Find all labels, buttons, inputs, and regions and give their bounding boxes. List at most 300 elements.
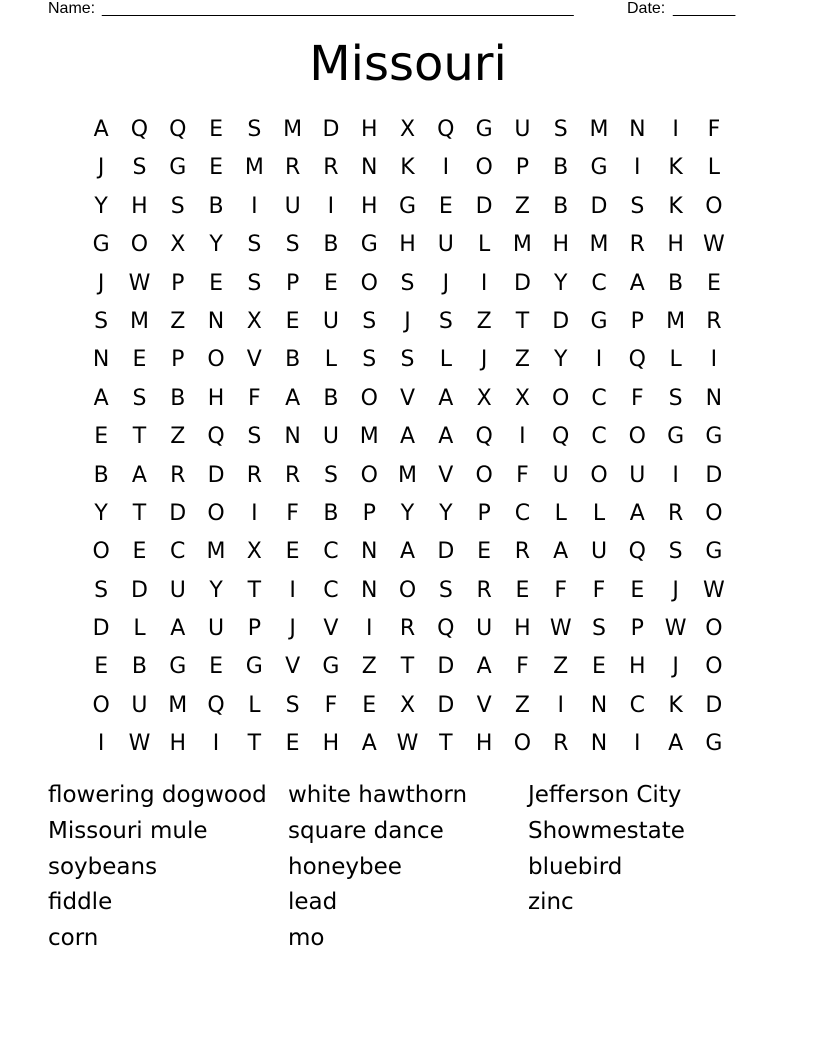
grid-letter: W xyxy=(703,577,725,603)
grid-letter: I xyxy=(634,155,641,181)
grid-letter: G xyxy=(475,117,493,142)
grid-letter: I xyxy=(251,500,258,526)
grid-letter: F xyxy=(707,117,721,142)
grid-letter: O xyxy=(705,616,723,642)
grid-letter: X xyxy=(246,539,262,565)
word-list-item: Missouri mule xyxy=(48,817,208,844)
grid-letter: D xyxy=(705,692,723,718)
grid-letter: Y xyxy=(209,577,223,603)
grid-letter: L xyxy=(133,616,146,642)
grid-letter: D xyxy=(437,654,455,680)
grid-letter: G xyxy=(360,232,378,258)
grid-letter: E xyxy=(323,270,338,296)
grid-letter: U xyxy=(552,462,569,488)
grid-letter: V xyxy=(246,347,262,373)
grid-letter: U xyxy=(207,616,225,642)
grid-letter: I xyxy=(289,577,296,603)
grid-letter: D xyxy=(513,270,531,296)
grid-letter: S xyxy=(94,577,109,603)
grid-letter: C xyxy=(591,270,607,296)
grid-letter: C xyxy=(514,500,531,526)
grid-letter: H xyxy=(322,731,340,757)
grid-letter: T xyxy=(439,731,453,757)
grid-letter: Z xyxy=(361,654,377,680)
grid-letter: S xyxy=(132,155,147,181)
grid-letter: H xyxy=(131,193,148,219)
grid-letter: S xyxy=(247,232,262,258)
grid-letter: S xyxy=(285,232,300,258)
grid-letter: R xyxy=(170,462,186,488)
grid-letter: V xyxy=(438,462,454,488)
grid-letter: H xyxy=(207,385,225,411)
grid-letter: F xyxy=(630,385,644,411)
grid-letter: C xyxy=(629,692,645,718)
grid-letter: V xyxy=(285,654,301,680)
grid-letter: W xyxy=(396,731,419,757)
grid-letter: H xyxy=(169,731,187,757)
grid-letter: R xyxy=(284,155,301,181)
grid-letter: Y xyxy=(94,500,108,526)
grid-letter: I xyxy=(212,731,220,757)
grid-letter: I xyxy=(557,692,564,718)
grid-letter: L xyxy=(324,347,338,373)
word-list-item: flowering dogwood xyxy=(48,782,267,808)
grid-letter: S xyxy=(362,347,377,373)
grid-letter: N xyxy=(360,155,378,181)
grid-letter: B xyxy=(323,385,339,411)
grid-letter: F xyxy=(554,577,568,603)
word-list-item: white hawthorn xyxy=(288,782,468,808)
grid-letter: V xyxy=(399,385,416,411)
grid-letter: P xyxy=(247,616,261,642)
grid-letter: M xyxy=(666,308,686,334)
word-list-item: Showmestate xyxy=(528,817,685,844)
grid-letter: O xyxy=(92,539,110,565)
grid-letter: D xyxy=(169,500,187,526)
word-list-item: bluebird xyxy=(528,853,623,880)
grid-letter: R xyxy=(323,155,339,181)
grid-letter: O xyxy=(207,347,225,373)
grid-letter: D xyxy=(705,462,723,488)
grid-letter: H xyxy=(514,616,531,642)
grid-letter: R xyxy=(399,616,416,642)
grid-letter: F xyxy=(516,462,529,488)
grid-letter: H xyxy=(360,117,378,142)
grid-letter: E xyxy=(592,654,606,680)
grid-letter: Z xyxy=(514,692,530,718)
grid-letter: Q xyxy=(552,424,570,450)
grid-letter: T xyxy=(132,424,147,450)
grid-letter: S xyxy=(630,193,645,219)
grid-letter: F xyxy=(324,692,338,718)
grid-letter: B xyxy=(668,270,684,296)
grid-letter: M xyxy=(589,232,609,258)
grid-letter: A xyxy=(476,654,492,680)
grid-letter: K xyxy=(400,155,415,181)
page-title: Missouri xyxy=(309,36,507,92)
name-label: Name: xyxy=(48,0,96,17)
grid-letter: Z xyxy=(514,347,530,373)
grid-letter: B xyxy=(323,500,339,526)
grid-letter: B xyxy=(93,462,109,488)
grid-letter: A xyxy=(629,500,645,526)
grid-letter: S xyxy=(668,385,683,411)
word-list-item: honeybee xyxy=(288,853,402,880)
grid-letter: N xyxy=(360,577,378,603)
grid-letter: V xyxy=(323,616,339,642)
grid-letter: X xyxy=(476,385,492,411)
grid-letter: E xyxy=(706,270,721,296)
grid-letter: K xyxy=(668,692,683,718)
grid-letter: C xyxy=(323,577,339,603)
grid-letter: A xyxy=(438,385,454,411)
grid-letter: L xyxy=(554,500,567,526)
grid-letter: Q xyxy=(437,616,455,642)
grid-letter: A xyxy=(629,270,645,296)
grid-letter: H xyxy=(629,654,646,680)
grid-letter: O xyxy=(398,577,417,603)
grid-letter: P xyxy=(285,270,300,296)
grid-letter: P xyxy=(477,500,491,526)
grid-letter: X xyxy=(399,117,416,142)
grid-letter: I xyxy=(710,347,718,373)
grid-letter: G xyxy=(705,731,723,757)
grid-letter: A xyxy=(553,539,569,565)
grid-letter: W xyxy=(128,731,151,757)
grid-letter: E xyxy=(132,347,147,373)
grid-letter: B xyxy=(553,155,569,181)
grid-letter: U xyxy=(169,577,186,603)
grid-letter: U xyxy=(322,424,339,450)
grid-letter: G xyxy=(169,155,187,181)
grid-letter: P xyxy=(171,347,185,373)
grid-letter: E xyxy=(285,539,300,565)
grid-letter: E xyxy=(132,539,147,565)
word-list-item: fiddle xyxy=(48,889,113,916)
grid-letter: B xyxy=(170,385,186,411)
grid-letter: I xyxy=(480,270,488,296)
grid-letter: I xyxy=(595,347,603,373)
grid-letter: Q xyxy=(628,347,646,373)
grid-letter: L xyxy=(477,232,491,258)
grid-letter: B xyxy=(323,232,339,258)
grid-letter: M xyxy=(398,462,418,488)
grid-letter: F xyxy=(248,385,261,411)
grid-letter: D xyxy=(130,577,148,603)
grid-letter: N xyxy=(360,539,378,565)
grid-letter: S xyxy=(132,385,147,411)
grid-letter: A xyxy=(399,539,416,565)
grid-letter: N xyxy=(590,731,608,757)
grid-letter: M xyxy=(206,539,226,565)
grid-letter: R xyxy=(284,462,301,488)
grid-letter: I xyxy=(672,462,679,488)
grid-letter: D xyxy=(92,616,110,642)
grid-letter: I xyxy=(365,616,373,642)
grid-letter: Q xyxy=(207,424,225,450)
grid-letter: S xyxy=(400,347,415,373)
grid-letter: S xyxy=(247,270,262,296)
grid-letter: D xyxy=(207,462,225,488)
grid-letter: R xyxy=(667,500,684,526)
grid-letter: N xyxy=(629,117,646,142)
grid-letter: M xyxy=(168,692,188,718)
grid-letter: G xyxy=(667,424,685,450)
grid-letter: E xyxy=(94,424,109,450)
grid-letter: C xyxy=(323,539,339,565)
grid-letter: O xyxy=(628,424,646,450)
grid-letter: M xyxy=(244,155,264,181)
grid-letter: C xyxy=(591,424,607,450)
grid-letter: S xyxy=(247,424,262,450)
word-list-item: soybeans xyxy=(48,853,158,880)
grid-letter: Z xyxy=(514,193,530,219)
grid-letter: Q xyxy=(169,117,187,142)
grid-letter: T xyxy=(247,577,262,603)
grid-letter: E xyxy=(285,308,300,334)
grid-letter: Q xyxy=(437,117,455,142)
grid-letter: F xyxy=(286,500,299,526)
grid-letter: A xyxy=(668,731,684,757)
grid-letter: E xyxy=(285,731,300,757)
grid-letter: H xyxy=(552,232,569,258)
grid-letter: D xyxy=(437,692,455,718)
grid-letter: Z xyxy=(170,308,186,334)
grid-letter: Y xyxy=(94,193,108,219)
grid-letter: P xyxy=(515,155,530,181)
grid-letter: A xyxy=(438,424,454,450)
grid-letter: Q xyxy=(207,692,225,718)
grid-letter: D xyxy=(590,193,608,219)
grid-letter: G xyxy=(245,654,263,680)
grid-letter: D xyxy=(437,539,455,565)
grid-letter: S xyxy=(94,308,109,334)
grid-letter: T xyxy=(247,731,262,757)
letter-grid xyxy=(82,111,733,764)
grid-letter: U xyxy=(590,539,608,565)
grid-letter: G xyxy=(705,424,723,450)
grid-letter: J xyxy=(97,155,105,181)
grid-letter: I xyxy=(327,193,335,219)
grid-letter: L xyxy=(248,692,261,718)
grid-letter: S xyxy=(438,577,453,603)
grid-letter: L xyxy=(669,347,682,373)
word-list-item: square dance xyxy=(288,817,444,844)
grid-letter: I xyxy=(97,731,105,757)
grid-letter: H xyxy=(399,232,416,258)
grid-letter: Y xyxy=(209,232,223,258)
grid-letter: M xyxy=(359,424,379,450)
grid-letter: Y xyxy=(553,347,568,373)
grid-letter: R xyxy=(476,577,492,603)
grid-letter: R xyxy=(246,462,262,488)
grid-letter: O xyxy=(475,155,493,181)
grid-letter: S xyxy=(553,117,568,142)
grid-letter: U xyxy=(629,462,646,488)
grid-letter: M xyxy=(129,308,149,334)
grid-letter: D xyxy=(322,117,340,142)
grid-letter: B xyxy=(553,193,569,219)
grid-letter: M xyxy=(589,117,609,142)
grid-letter: A xyxy=(93,117,109,142)
grid-letter: A xyxy=(93,385,109,411)
grid-letter: H xyxy=(667,232,684,258)
grid-letter: S xyxy=(362,308,377,334)
grid-letter: O xyxy=(360,462,378,488)
word-list-item: mo xyxy=(288,925,325,952)
grid-letter: I xyxy=(519,424,526,450)
grid-letter: N xyxy=(92,347,110,373)
grid-letter: O xyxy=(552,385,570,411)
grid-letter: J xyxy=(442,270,450,296)
grid-letter: S xyxy=(247,117,262,142)
grid-letter: M xyxy=(283,117,303,142)
grid-letter: R xyxy=(629,232,645,258)
grid-letter: B xyxy=(131,654,147,680)
grid-letter: W xyxy=(549,616,572,642)
grid-letter: T xyxy=(515,308,530,334)
grid-letter: X xyxy=(399,692,416,718)
grid-letter: R xyxy=(514,539,531,565)
grid-letter: K xyxy=(668,193,683,219)
date-label: Date: xyxy=(627,0,666,17)
date-blank-line: _______ xyxy=(673,0,736,17)
grid-letter: Q xyxy=(130,117,149,142)
grid-letter: E xyxy=(438,193,453,219)
grid-letter: Y xyxy=(439,500,453,526)
grid-letter: X xyxy=(246,308,262,334)
grid-letter: O xyxy=(130,232,149,258)
grid-letter: U xyxy=(476,616,493,642)
grid-letter: X xyxy=(170,232,186,258)
grid-letter: J xyxy=(404,308,411,334)
header xyxy=(48,0,748,20)
grid-letter: U xyxy=(284,193,301,219)
grid-letter: E xyxy=(209,155,223,181)
grid-letter: I xyxy=(251,193,258,219)
grid-letter: E xyxy=(630,577,645,603)
grid-letter: O xyxy=(513,731,532,757)
grid-letter: M xyxy=(512,232,532,258)
grid-letter: W xyxy=(128,270,151,296)
grid-letter: W xyxy=(664,616,687,642)
name-blank-line: _____________________________________________________ xyxy=(102,0,574,17)
grid-letter: E xyxy=(209,117,223,142)
grid-letter: O xyxy=(207,500,225,526)
grid-letter: A xyxy=(131,462,147,488)
word-list-item: lead xyxy=(288,889,338,916)
grid-letter: O xyxy=(705,500,723,526)
grid-letter: A xyxy=(361,731,377,757)
grid-letter: O xyxy=(590,462,608,488)
grid-letter: E xyxy=(209,654,223,680)
grid-letter: F xyxy=(516,654,529,680)
grid-letter: R xyxy=(553,731,569,757)
grid-letter: S xyxy=(400,270,415,296)
grid-letter: N xyxy=(284,424,301,450)
word-list-item: Jefferson City xyxy=(528,782,682,808)
grid-letter: P xyxy=(171,270,185,296)
grid-letter: E xyxy=(94,654,109,680)
grid-letter: U xyxy=(437,232,454,258)
grid-letter: P xyxy=(630,616,644,642)
grid-letter: N xyxy=(207,308,225,334)
grid-letter: E xyxy=(515,577,530,603)
grid-letter: Y xyxy=(400,500,415,526)
grid-letter: C xyxy=(591,385,607,411)
grid-letter: Z xyxy=(170,424,186,450)
grid-letter: R xyxy=(706,308,722,334)
grid-letter: T xyxy=(400,654,415,680)
word-list-item: zinc xyxy=(528,889,574,916)
grid-letter: E xyxy=(209,270,223,296)
grid-letter: N xyxy=(705,385,723,411)
grid-letter: F xyxy=(592,577,606,603)
grid-letter: O xyxy=(360,270,378,296)
grid-letter: J xyxy=(672,577,679,603)
grid-letter: D xyxy=(552,308,570,334)
grid-letter: Z xyxy=(476,308,492,334)
grid-letter: J xyxy=(97,270,105,296)
grid-letter: G xyxy=(322,654,340,680)
grid-letter: O xyxy=(92,692,110,718)
grid-letter: B xyxy=(208,193,224,219)
grid-letter: G xyxy=(398,193,417,219)
grid-letter: I xyxy=(672,117,679,142)
grid-letter: Q xyxy=(628,539,646,565)
grid-letter: V xyxy=(476,692,492,718)
grid-letter: S xyxy=(438,308,453,334)
grid-letter: G xyxy=(590,308,608,334)
grid-letter: S xyxy=(170,193,185,219)
grid-letter: W xyxy=(703,232,725,258)
grid-letter: O xyxy=(705,654,723,680)
grid-letter: D xyxy=(475,193,493,219)
grid-letter: Z xyxy=(553,654,569,680)
grid-letter: A xyxy=(170,616,186,642)
grid-letter: A xyxy=(399,424,416,450)
grid-letter: N xyxy=(590,692,608,718)
grid-letter: S xyxy=(285,692,300,718)
grid-letter: O xyxy=(705,193,723,219)
grid-letter: G xyxy=(590,155,608,181)
word-list-item: corn xyxy=(48,925,99,952)
grid-letter: S xyxy=(668,539,683,565)
grid-letter: J xyxy=(480,347,488,373)
grid-letter: P xyxy=(630,308,644,334)
grid-letter: Q xyxy=(475,424,493,450)
grid-letter: U xyxy=(514,117,531,142)
grid-letter: L xyxy=(707,155,721,181)
grid-letter: L xyxy=(439,347,452,373)
grid-letter: K xyxy=(668,155,683,181)
grid-letter: A xyxy=(285,385,301,411)
grid-letter: U xyxy=(322,308,339,334)
grid-letter: B xyxy=(285,347,301,373)
grid-letter: O xyxy=(360,385,378,411)
grid-letter: O xyxy=(475,462,493,488)
grid-letter: Y xyxy=(553,270,568,296)
grid-letter: S xyxy=(592,616,606,642)
word-list xyxy=(48,778,768,957)
grid-letter: P xyxy=(362,500,376,526)
grid-letter: T xyxy=(132,500,147,526)
grid-letter: S xyxy=(323,462,338,488)
grid-letter: E xyxy=(362,692,377,718)
grid-letter: G xyxy=(169,654,187,680)
grid-letter: G xyxy=(705,539,723,565)
grid-letter: J xyxy=(289,616,296,642)
